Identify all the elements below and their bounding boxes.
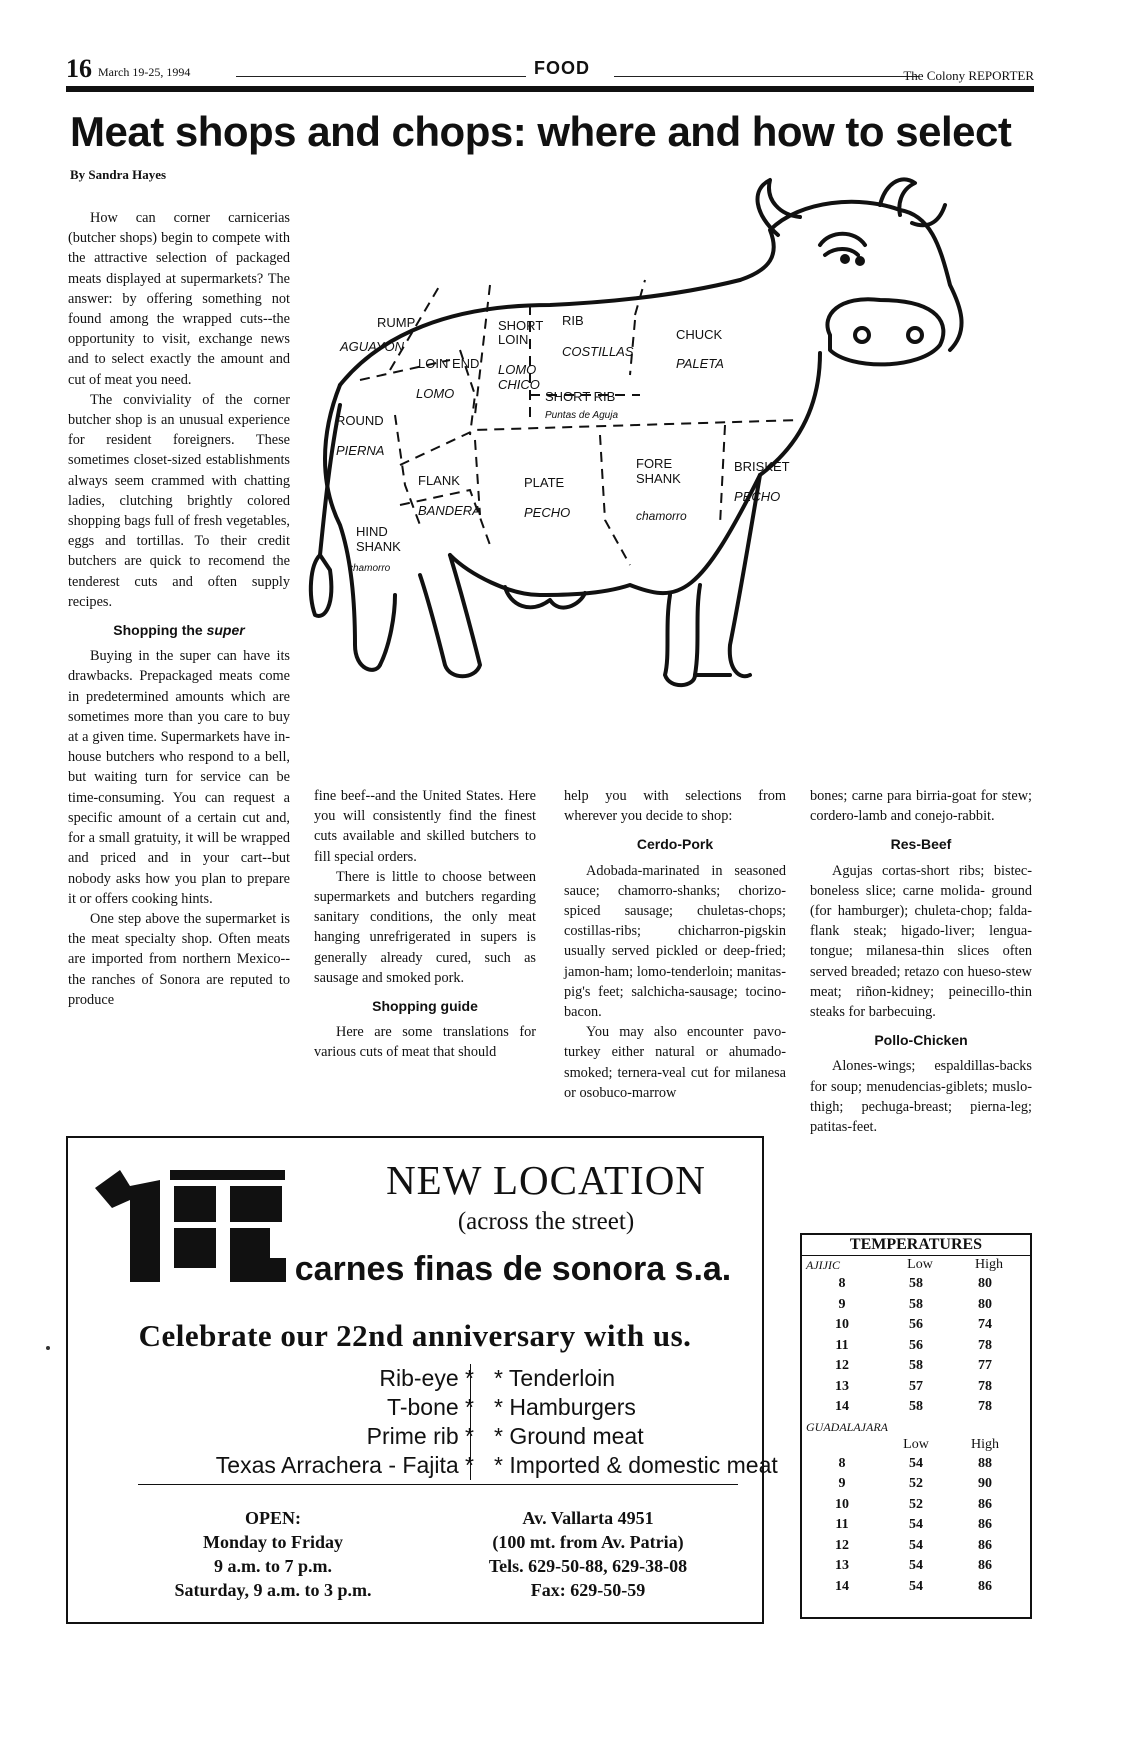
label-loin-end: LOIN END	[418, 356, 480, 371]
label-lomo-chico-1: LOMO	[498, 362, 537, 377]
byline: By Sandra Hayes	[70, 167, 167, 182]
product-item: Prime rib *	[366, 1423, 474, 1449]
label-round: ROUND	[336, 413, 384, 428]
table-row	[802, 1454, 1030, 1475]
table-cell: 86	[978, 1517, 992, 1532]
table-row	[802, 1336, 1030, 1357]
table-cell: 52	[909, 1496, 923, 1512]
label-hind-shank-1: HIND	[356, 524, 388, 539]
label-rump: RUMP	[377, 315, 416, 330]
temperatures-table	[800, 1233, 1032, 1619]
table-cell: 10	[835, 1496, 849, 1512]
paragraph: One step above the supermarket is the meat specialty shop. Often meats are imported from northern Mexico--the ranches of Sonora are reputed to produce	[68, 910, 290, 1008]
label-flank: FLANK	[418, 473, 460, 488]
beef-cuts-diagram	[300, 175, 1030, 765]
label-paleta: PALETA	[676, 356, 724, 371]
table-cell: 78	[978, 1399, 992, 1414]
table-cell: 74	[978, 1317, 992, 1332]
temperatures-title: TEMPERATURES	[802, 1235, 1030, 1256]
table-cell: 13	[835, 1558, 849, 1573]
header-divider	[66, 86, 1034, 92]
paragraph: Alones-wings; espaldillas-backs for soup; menudencias-giblets; muslo-thigh; pechuga-breast; pierna-leg; patitas-feet.	[810, 1058, 1032, 1136]
product-item: Texas Arrachera - Fajita *	[215, 1452, 474, 1478]
table-cell: 58	[909, 1358, 923, 1373]
anniversary-line: Celebrate our 22nd anniversary with us.	[138, 1318, 692, 1353]
table-cell: 8	[838, 1455, 846, 1471]
advertisement	[66, 1136, 778, 1624]
page-header	[66, 52, 1034, 82]
table-row	[802, 1315, 1030, 1336]
table-cell: 11	[835, 1517, 849, 1532]
product-item: * Ground meat	[494, 1423, 644, 1449]
paragraph: bones; carne para birria-goat for stew; cordero-lamb and conejo-rabbit.	[810, 788, 1032, 825]
table-row	[802, 1556, 1030, 1577]
cut-labels	[336, 313, 790, 574]
table-cell: 54	[909, 1558, 923, 1573]
table-cell: 14	[835, 1399, 849, 1414]
article-column-4	[810, 786, 1032, 1137]
table-cell: 54	[909, 1537, 923, 1553]
stray-mark	[46, 1346, 50, 1350]
label-fore-shank-2: SHANK	[636, 471, 681, 486]
section-name: FOOD	[534, 58, 590, 78]
paragraph: Buying in the super can have its drawbacks. Prepackaged meats come in predetermined amounts which are sometimes more than you care to buy at a given time. Supermarkets have in-house butchers who respond to a bell, but waiting turn for service can be time-consuming. You can request a specific amount of a certain cut and, for a small gratuity, it will be wrapped and priced and in your cart--but nobody asks how you plan to prepare it or offers cooking hints.	[68, 648, 290, 907]
product-divider	[470, 1364, 471, 1480]
label-rib: RIB	[562, 313, 584, 328]
article-column-1	[68, 208, 290, 1010]
label-short-loin-2: LOIN	[498, 332, 529, 347]
product-item: T-bone *	[387, 1394, 474, 1420]
subheading: Res-Beef	[890, 836, 952, 853]
label-pecho: PECHO	[524, 505, 571, 520]
subheading: Pollo-Chicken	[874, 1032, 968, 1049]
header-rule-left	[236, 76, 526, 77]
ajijic-rows	[802, 1274, 1030, 1418]
table-cell: 57	[909, 1378, 923, 1394]
table-cell: 78	[978, 1378, 992, 1394]
label-pierna: PIERNA	[336, 443, 385, 458]
paragraph: help you with selections from wherever you decide to shop:	[564, 788, 786, 825]
table-cell: 86	[978, 1537, 992, 1553]
opening-hours: OPEN: Monday to Friday 9 a.m. to 7 p.m. Saturday, 9 a.m. to 3 p.m.	[174, 1508, 372, 1600]
product-item: * Imported & domestic meat	[494, 1452, 778, 1478]
table-cell: 12	[835, 1358, 849, 1373]
table-row	[802, 1356, 1030, 1377]
subheading: Shopping the super	[113, 622, 245, 639]
butcher-logo	[90, 1160, 290, 1290]
address-block: Av. Vallarta 4951 (100 mt. from Av. Patria) Tels. 629-50-88, 629-38-08 Fax: 629-50-59	[488, 1508, 688, 1600]
table-cell: 12	[835, 1537, 849, 1553]
label-short-rib: SHORT RIB	[545, 389, 616, 404]
paragraph: Agujas cortas-short ribs; bistec- boneless slice; carne molida- ground (for hamburger); chuleta-chop; falda-flank steak; higado-liver; lengua-tongue; milanesa-thin slices often served breaded; retazo con hueso-stew meat; riñon-kidney; peinecillo-thin steaks for barbecuing.	[810, 862, 1032, 1021]
product-item: * Tenderloin	[494, 1365, 616, 1391]
label-lomo: LOMO	[416, 386, 455, 401]
label-lomo-chico-2: CHICO	[498, 377, 540, 392]
table-cell: 54	[909, 1517, 923, 1532]
subheading: Shopping guide	[372, 998, 478, 1015]
table-row	[802, 1274, 1030, 1295]
table-cell: 77	[978, 1358, 992, 1373]
product-item: Rib-eye *	[379, 1365, 474, 1391]
table-cell: 78	[978, 1337, 992, 1353]
table-cell: 54	[909, 1455, 923, 1471]
table-cell: 58	[909, 1296, 923, 1312]
table-cell: 9	[838, 1476, 846, 1491]
headline: Meat shops and chops: where and how to select	[70, 108, 1012, 155]
header-rule-right	[614, 76, 919, 77]
label-fore-shank-1: FORE	[636, 456, 673, 471]
paragraph: You may also encounter pavo-turkey either natural or ahumado-smoked; ternera-veal cut for milanesa or osobuco-marrow	[564, 1024, 786, 1101]
paragraph: How can corner carnicerias (butcher shops) begin to compete with the attractive selection of packaged meats displayed at supermarkets? The answer: by offering something not found among the wrapped cuts--the opportunity to visit, exchange news and to select exactly the amount and cut of meat you need.	[68, 210, 290, 388]
label-puntas: Puntas de Aguja	[545, 410, 619, 421]
issue-date: March 19-25, 1994	[98, 65, 191, 79]
paragraph: Adobada-marinated in seasoned sauce; chamorro-shanks; chorizo-spiced sausage; chuletas-chops; costillas-ribs; chicharron-pigskin usually served pickled or deep-fried; jamon-ham; lomo-tenderloin; manitas-pig's feet; salchicha-sausage; tocino-bacon.	[564, 862, 786, 1021]
table-cell: 13	[835, 1378, 849, 1394]
label-aguayon: AGUAYON	[340, 339, 405, 354]
paragraph: fine beef--and the United States. Here you will consistently find the finest cuts available and skilled butchers to fill special orders.	[314, 788, 536, 865]
table-row	[802, 1397, 1030, 1418]
label-chamorro-fore: chamorro	[636, 509, 687, 523]
guadalajara-rows	[802, 1454, 1030, 1598]
label-chamorro-hind: chamorro	[348, 563, 391, 574]
table-header: GUADALAJARA	[806, 1419, 888, 1434]
table-row	[802, 1377, 1030, 1398]
label-chuck: CHUCK	[676, 327, 723, 342]
table-cell: 9	[838, 1296, 846, 1312]
cow-outline	[311, 179, 962, 685]
table-cell: 54	[909, 1578, 923, 1594]
paragraph: There is little to choose between supermarkets and butchers regarding sanitary conditions, the only meat hanging unrefrigerated in supers is generally already cured, such as sausage and smoked pork.	[314, 868, 536, 986]
label-pecho-brisket: PECHO	[734, 489, 781, 504]
label-hind-shank-2: SHANK	[356, 539, 401, 554]
label-short-loin-1: SHORT	[498, 318, 544, 333]
label-plate: PLATE	[524, 475, 565, 490]
table-row	[802, 1295, 1030, 1316]
paragraph: The conviviality of the corner butcher shop is an unusual experience for resident foreigners. These sometimes closet-sized establishments always seem crammed with chatting ladies, clutching brightly colored shopping bags full of fresh vegetables, eggs and tortillas. To their credit butchers are quick to recomend the tenderest cuts and often supply recipes.	[68, 391, 290, 610]
article-column-3	[564, 786, 786, 1103]
ad-divider	[138, 1484, 738, 1485]
table-cell: 52	[909, 1476, 923, 1491]
table-cell: 80	[978, 1276, 992, 1291]
table-row	[802, 1495, 1030, 1516]
table-cell: 58	[909, 1399, 923, 1414]
table-header: AJIJIC Low High	[806, 1257, 1003, 1272]
product-item: * Hamburgers	[494, 1394, 636, 1420]
new-location-heading: NEW LOCATION	[386, 1157, 706, 1203]
label-bandera: BANDERA	[418, 503, 481, 518]
article-column-2	[314, 786, 536, 1063]
table-cell: 10	[835, 1317, 849, 1332]
table-cell: 88	[978, 1455, 992, 1471]
table-row	[802, 1515, 1030, 1536]
table-cell: 56	[909, 1337, 923, 1353]
table-cell: 80	[978, 1296, 992, 1312]
table-header: Low High	[903, 1436, 999, 1452]
table-cell: 14	[835, 1578, 849, 1594]
table-cell: 58	[909, 1276, 923, 1291]
label-brisket: BRISKET	[734, 459, 790, 474]
subheading: Cerdo-Pork	[636, 836, 714, 853]
publication-name: The Colony REPORTER	[903, 68, 1034, 83]
label-costillas: COSTILLAS	[562, 344, 634, 359]
table-cell: 86	[978, 1496, 992, 1512]
paragraph: Here are some translations for various cuts of meat that should	[314, 1024, 536, 1061]
table-row	[802, 1536, 1030, 1557]
table-row	[802, 1474, 1030, 1495]
table-cell: 11	[835, 1337, 849, 1353]
across-street-note: (across the street)	[457, 1208, 635, 1235]
table-row	[802, 1577, 1030, 1598]
table-cell: 86	[978, 1558, 992, 1573]
table-cell: 56	[909, 1317, 923, 1332]
brand-name: carnes finas de sonora s.a.	[294, 1250, 732, 1288]
table-cell: 8	[838, 1276, 846, 1291]
table-cell: 90	[978, 1476, 992, 1491]
table-cell: 86	[978, 1578, 992, 1594]
page-number: 16	[66, 54, 92, 83]
